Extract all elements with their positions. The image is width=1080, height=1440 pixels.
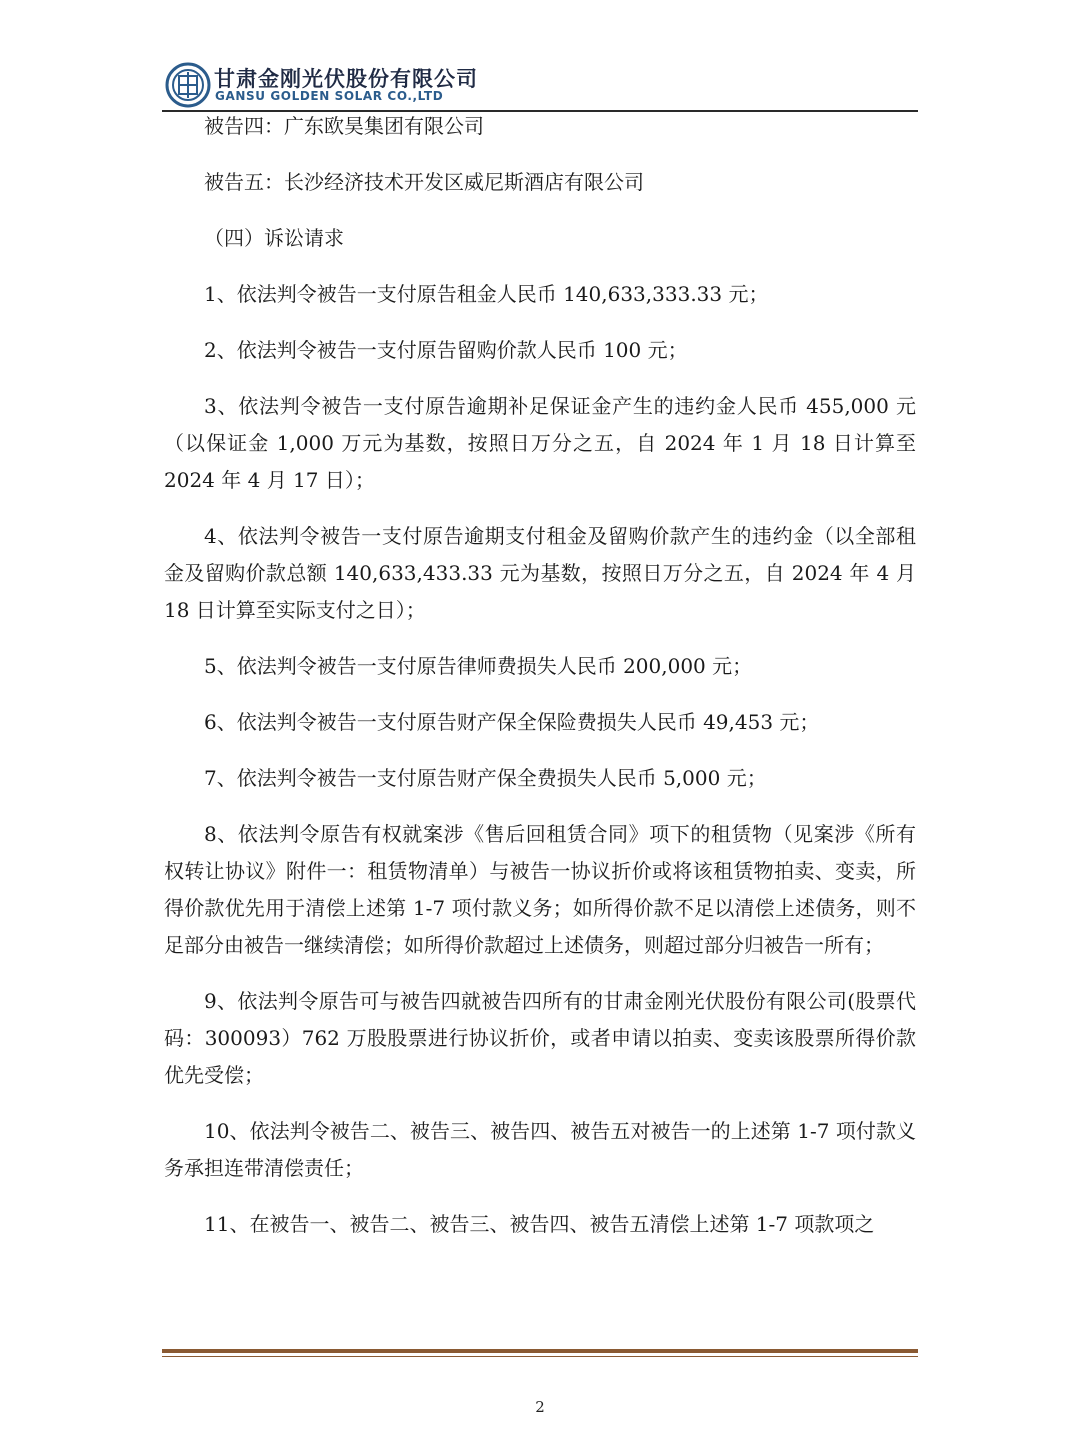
claim-item-1: 1、依法判令被告一支付原告租金人民币 140,633,333.33 元；	[204, 282, 769, 306]
claim-item-9: 9、依法判令原告可与被告四就被告四所有的甘肃金刚光伏股份有限公司(股票代码：300093）762 万股股票进行协议折价，或者申请以拍卖、变卖该股票所得价款优先受偿；	[164, 989, 916, 1087]
defendant-four: 被告四：广东欧昊集团有限公司	[204, 114, 484, 138]
claim-item-5: 5、依法判令被告一支付原告律师费损失人民币 200,000 元；	[204, 654, 753, 678]
footer-divider-thin	[162, 1356, 918, 1357]
claim-item-3: 3、依法判令被告一支付原告逾期补足保证金产生的违约金人民币 455,000 元（以保证金 1,000 万元为基数，按照日万分之五，自 2024 年 1 月 18 日计算至 2024 年 4 月 17 日）；	[164, 394, 916, 492]
claim-item-4: 4、依法判令被告一支付原告逾期支付租金及留购价款产生的违约金（以全部租金及留购价款总额 140,633,433.33 元为基数，按照日万分之五，自 2024 年 4 月 18 日计算至实际支付之日）；	[164, 524, 916, 622]
claim-item-8: 8、依法判令原告有权就案涉《售后回租赁合同》项下的租赁物（见案涉《所有权转让协议》附件一：租赁物清单）与被告一协议折价或将该租赁物拍卖、变卖，所得价款优先用于清偿上述第 1-7 项付款义务；如所得价款不足以清偿上述债务，则不足部分由被告一继续清偿；如所得价款超过上述债务，则超过部分归被告一所有；	[164, 822, 916, 957]
footer-divider-thick	[162, 1349, 918, 1353]
claim-item-2: 2、依法判令被告一支付原告留购价款人民币 100 元；	[204, 338, 688, 362]
claim-item-6: 6、依法判令被告一支付原告财产保全保险费损失人民币 49,453 元；	[204, 710, 820, 734]
document-body	[164, 108, 916, 1243]
company-name-en: GANSU GOLDEN SOLAR CO.,LTD	[215, 89, 444, 103]
page-header	[162, 58, 922, 110]
company-logo-icon	[165, 62, 211, 108]
defendant-five: 被告五：长沙经济技术开发区威尼斯酒店有限公司	[204, 170, 644, 194]
claim-item-11: 11、在被告一、被告二、被告三、被告四、被告五清偿上述第 1-7 项款项之	[204, 1212, 875, 1236]
company-name-cn: 甘肃金刚光伏股份有限公司	[214, 67, 478, 91]
claim-item-10: 10、依法判令被告二、被告三、被告四、被告五对被告一的上述第 1-7 项付款义务承担连带清偿责任；	[164, 1119, 916, 1180]
page-number: 2	[535, 1398, 545, 1416]
claim-item-7: 7、依法判令被告一支付原告财产保全费损失人民币 5,000 元；	[204, 766, 767, 790]
section-heading-claims: （四）诉讼请求	[204, 226, 344, 250]
